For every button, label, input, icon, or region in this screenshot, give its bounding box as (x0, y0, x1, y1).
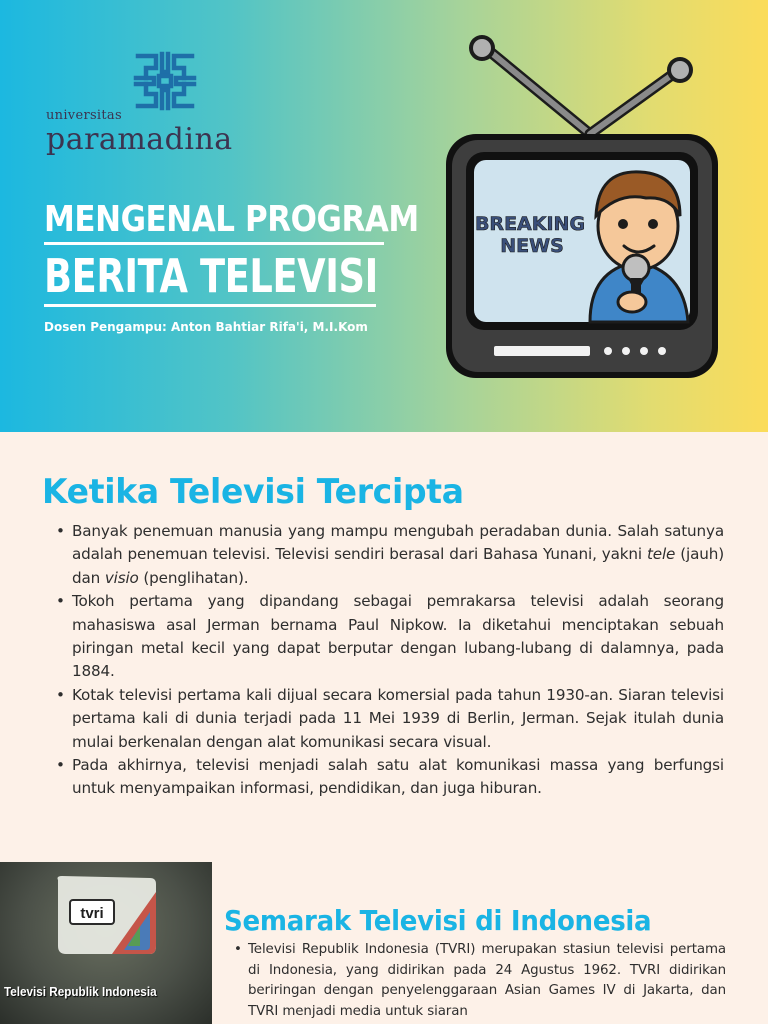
logo-text-paramadina: paramadina (46, 122, 233, 157)
title-underline-1 (44, 242, 384, 245)
section-heading-indonesia: Semarak Televisi di Indonesia (224, 904, 652, 937)
tvri-logo-text: tvri (80, 905, 104, 922)
tv-slot (494, 346, 590, 356)
paramadina-emblem-icon (132, 50, 198, 112)
indonesia-list (234, 940, 726, 1022)
reporter-icon (590, 172, 688, 322)
title-line-1: MENGENAL PROGRAM (44, 199, 419, 240)
tv-antenna-icon (469, 35, 693, 134)
list-item: • Banyak penemuan manusia yang mampu mengubah peradaban dunia. Salah satunya adalah penemuan televisi. Televisi sendiri berasal dari Bahasa Yunani, yakni tele (jauh) dan visio (penglihatan). (56, 520, 724, 590)
breaking-text: BREAKING (474, 213, 586, 235)
lecturer-credit: Dosen Pengampu: Anton Bahtiar Rifa'i, M.I.Kom (44, 320, 368, 334)
tvri-caption: Televisi Republik Indonesia (4, 984, 157, 999)
title-line-2: BERITA TELEVISI (44, 249, 378, 303)
title-underline-2 (44, 304, 376, 307)
tvri-photo (0, 862, 212, 1024)
university-logo (46, 50, 256, 160)
hero-banner (0, 0, 768, 432)
list-item: • Televisi Republik Indonesia (TVRI) merupakan stasiun televisi pertama di Indonesia, yang didirikan pada 24 Agustus 1962. TVRI didirikan beriringan dengan penyelenggaraan Asian Games IV di Jakarta, dan TVRI menjadi media untuk siaran (234, 940, 726, 1022)
news-text: NEWS (500, 235, 564, 257)
logo-text-universitas: universitas (46, 108, 122, 123)
history-list (56, 520, 724, 801)
list-item: • Kotak televisi pertama kali dijual secara komersial pada tahun 1930-an. Siaran televisi pertama kali di dunia terjadi pada 11 Mei 1939 di Berlin, Jerman. Sejak itulah dunia mulai berkenalan dengan alat komunikasi secara visual. (56, 684, 724, 754)
list-item: • Tokoh pertama yang dipandang sebagai pemrakarsa televisi adalah seorang mahasiswa asal Jerman bernama Paul Nipkow. Ia diketahui menciptakan sebuah piringan metal kecil yang dapat berputar dengan lubang-lubang di dalamnya, pada 1884. (56, 590, 724, 684)
tvri-logo-icon (0, 862, 212, 1024)
section-heading-history: Ketika Televisi Tercipta (42, 472, 464, 512)
tv-illustration (440, 30, 730, 380)
list-item: • Pada akhirnya, televisi menjadi salah satu alat komunikasi massa yang berfungsi untuk menyampaikan informasi, pendidikan, dan juga hiburan. (56, 754, 724, 801)
